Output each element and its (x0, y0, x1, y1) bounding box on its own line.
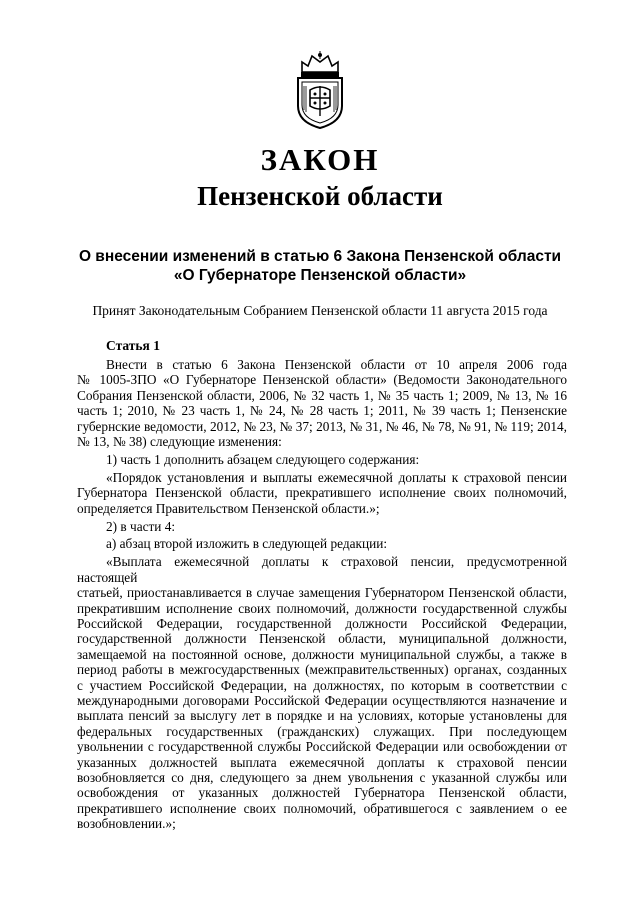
law-title: ЗАКОН (260, 142, 380, 177)
text-line: «Порядок установления и выплаты ежемесячной доплаты к страховой пенсии (106, 469, 567, 485)
quote-paragraph-2 (77, 554, 567, 831)
text-line: прекратившим исполнение своих полномочий, должности государственной службы (77, 600, 567, 616)
law-heading (60, 247, 580, 285)
list-item-2: 2) в части 4: (106, 518, 176, 534)
text-line: государственной должности Пензенской области, муниципальной должности, (77, 631, 567, 647)
text-line: Внести в статью 6 Закона Пензенской области от 10 апреля 2006 года (106, 357, 567, 372)
text-line: Российской Федерации, государственной должности Российской Федерации, (77, 616, 567, 631)
text-line: международными договорами Российской Федерации осуществляются назначение и (77, 693, 567, 709)
article-title: Статья 1 (106, 338, 160, 353)
text-line: освобождения от указанных должностей Губернатора Пензенской области, (77, 785, 567, 801)
text-line: указанных должностей выплата ежемесячной доплаты к страховой пенсии (77, 754, 567, 770)
article-intro-paragraph (77, 357, 567, 449)
adoption-note: Принят Законодательным Собранием Пензенской области 11 августа 2015 года (92, 303, 548, 318)
text-line: с участием Российской Федерации, на должностях, по которым в соответствии с (77, 677, 567, 693)
text-line: возобновлении.»; (77, 816, 176, 832)
text-line: «Выплата ежемесячной доплаты к страховой пенсии, предусмотренной настоящей (77, 554, 567, 585)
article-body (77, 357, 567, 834)
text-line: возобновляется со дня, следующего за днем увольнения с указанной службы или (77, 770, 567, 786)
text-line: № 1005-ЗПО «О Губернаторе Пензенской области» (Ведомости Законодательного (77, 372, 567, 388)
text-line: прекратившего исполнение своих полномочий, обратившегося с заявлением о ее (77, 800, 567, 816)
text-line: замещаемой на постоянной основе, должности муниципальной службы, а также в (77, 646, 567, 662)
quote-paragraph-1 (77, 470, 567, 516)
text-line: губернские ведомости, 2012, № 23, № 37; 2013, № 31, № 46, № 78, № 91, № 119; 2014, (77, 418, 567, 434)
law-heading-line-1: О внесении изменений в статью 6 Закона Пензенской области (78, 248, 562, 265)
law-region: Пензенской области (197, 181, 443, 211)
text-line: часть 1; 2010, № 23 часть 1, № 24, № 28 часть 1; 2011, № 39 часть 1; Пензенские (77, 403, 567, 419)
text-line: увольнении с государственной службы Российской Федерации или освобождении от (77, 739, 567, 755)
text-line: статьей, приостанавливается в случае замещения Губернатором Пензенской области, (77, 585, 567, 601)
text-line: № 13, № 38) следующие изменения: (77, 434, 282, 450)
text-line: период работы в межгосударственных (межправительственных) органах, созданных (77, 662, 567, 678)
text-line: Собрания Пензенской области, 2006, № 32 часть 1, № 35 часть 1; 2009, № 13, № 16 (77, 387, 567, 403)
text-line: выплата пенсий за выслугу лет в порядке и на условиях, которые установлены для (77, 708, 567, 724)
list-item-1: 1) часть 1 дополнить абзацем следующего содержания: (106, 451, 420, 467)
list-item-2a: а) абзац второй изложить в следующей редакции: (106, 536, 388, 552)
text-line: определяется Правительством Пензенской области.»; (77, 500, 380, 516)
text-line: Губернатора Пензенской области, прекратившего исполнение своих полномочий, (77, 485, 567, 501)
coat-of-arms-icon (288, 50, 352, 130)
law-heading-line-2: «О Губернаторе Пензенской области» (173, 267, 467, 284)
text-line: федеральных государственных (гражданских) служащих. При последующем (77, 723, 567, 739)
